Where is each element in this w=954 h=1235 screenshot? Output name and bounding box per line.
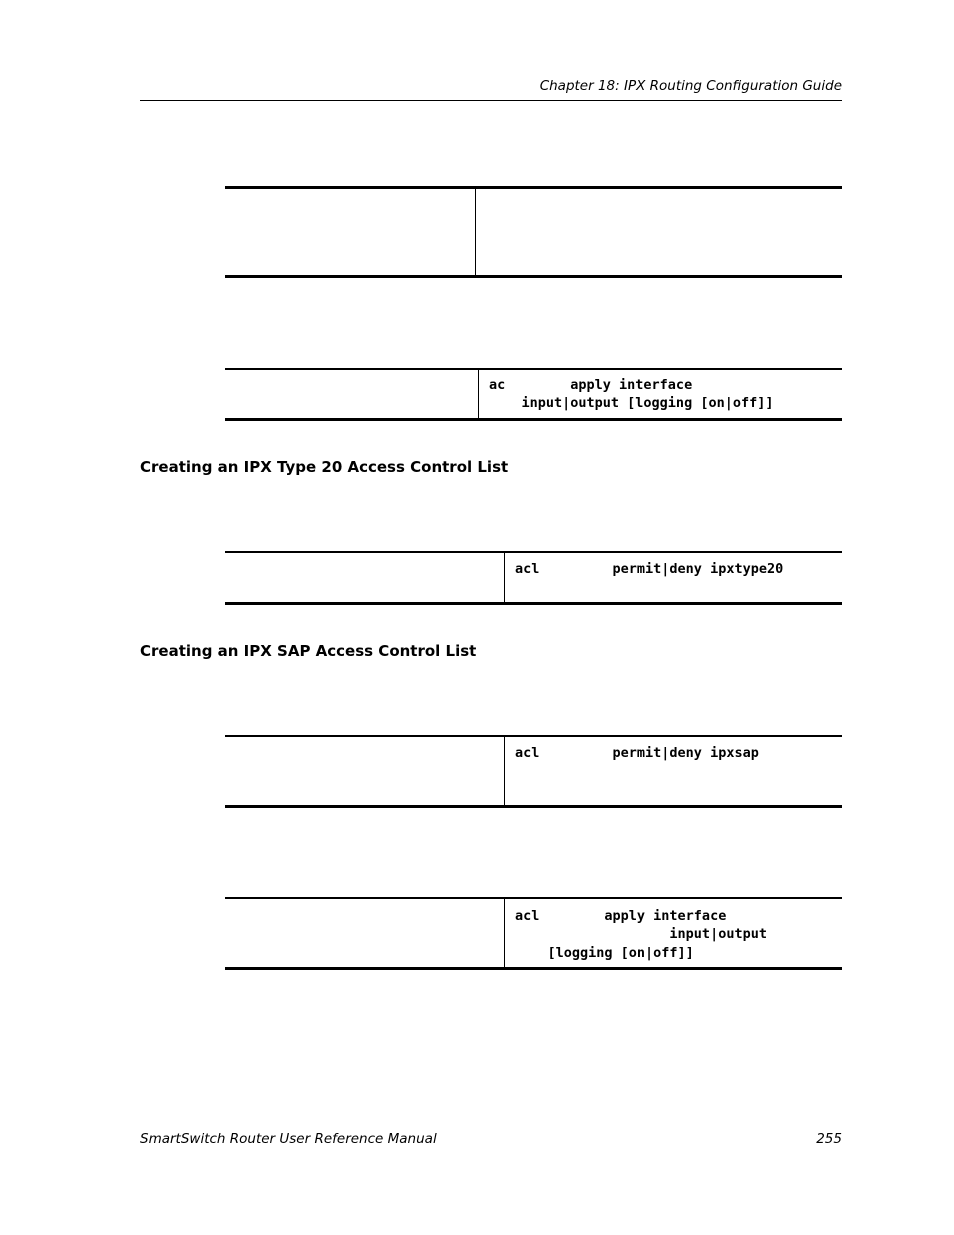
footer-manual-title: SmartSwitch Router User Reference Manual: [140, 1131, 437, 1147]
table-divider: [504, 737, 505, 805]
section-heading-ipx-sap: Creating an IPX SAP Access Control List: [140, 642, 477, 660]
command-line: acl permit|deny ipxtype20: [515, 561, 784, 577]
command-line: acl apply interface: [515, 908, 727, 924]
command-table-5: [225, 897, 842, 970]
header-rule: [140, 100, 842, 101]
table-divider: [504, 553, 505, 602]
section-heading-ipx-type20: Creating an IPX Type 20 Access Control List: [140, 458, 509, 476]
running-header: Chapter 18: IPX Routing Configuration Guide: [539, 78, 842, 94]
command-table-3: [225, 551, 842, 605]
table-divider: [504, 899, 505, 967]
command-table-2: [225, 368, 842, 421]
command-line: input|output: [515, 926, 767, 942]
command-line: input|output [logging [on|off]]: [489, 395, 774, 411]
table-divider: [478, 370, 479, 418]
table-divider: [475, 189, 476, 275]
footer-page-number: 255: [816, 1131, 842, 1147]
command-line: acl permit|deny ipxsap: [515, 745, 759, 761]
command-table-4: [225, 735, 842, 808]
command-line: ac apply interface: [489, 377, 693, 393]
command-line: [logging [on|off]]: [515, 945, 694, 961]
command-table-1: [225, 186, 842, 278]
